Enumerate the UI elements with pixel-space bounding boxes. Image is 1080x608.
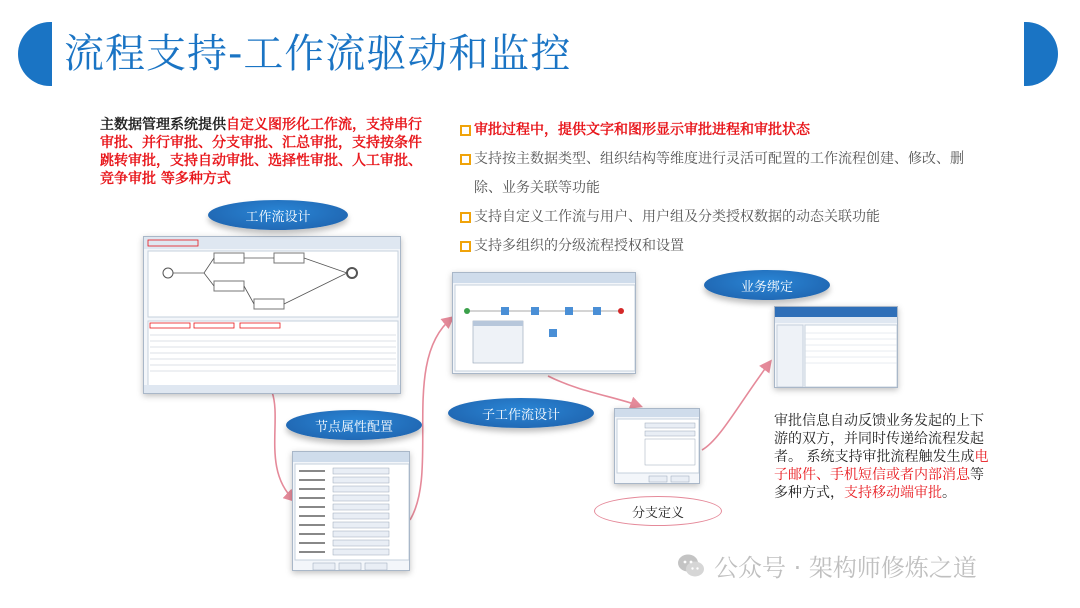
workflow-design-label: 工作流设计 — [208, 200, 348, 230]
feedback-text-6: 。 — [942, 485, 956, 501]
arrow-workflow-to-node — [272, 392, 294, 500]
left-bracket-decoration — [18, 22, 52, 86]
square-bullet-icon — [460, 212, 471, 223]
watermark — [676, 548, 977, 583]
feature-item — [460, 232, 980, 261]
feature-text: 支持按主数据类型、组织结构等维度进行灵活可配置的工作流程创建、修改、删除、业务关联等功能 — [474, 151, 964, 196]
feedback-text-4: 等多种方式， — [774, 467, 984, 501]
arrow-branch-to-binding — [702, 362, 770, 450]
feedback-text-1: 审批信息自动反馈业务发起的上下游的双方，并同时传递给流程发起者。 — [774, 413, 984, 465]
subflow-design-label: 子工作流设计 — [448, 398, 594, 428]
feature-text: 支持多组织的分级流程授权和设置 — [474, 238, 684, 254]
business-binding-screenshot — [774, 306, 898, 388]
feedback-text-3: 电子邮件、手机短信或者内部消息 — [774, 449, 989, 483]
wechat-icon — [676, 551, 706, 581]
workflow-design-screenshot — [143, 236, 401, 394]
feature-item — [460, 116, 980, 145]
intro-highlight: 自定义图形化工作流，支持串行审批、并行审批、分支审批、汇总审批，支持按条件跳转审批，支持自动审批、选择性审批、人工审批、竞争审批 等多种方式 — [100, 117, 422, 187]
right-bracket-decoration — [1024, 22, 1058, 86]
square-bullet-icon — [460, 241, 471, 252]
node-property-label: 节点属性配置 — [286, 410, 422, 440]
square-bullet-icon — [460, 125, 471, 136]
node-property-screenshot — [292, 451, 410, 571]
branch-definition-screenshot — [614, 408, 700, 484]
business-binding-label: 业务绑定 — [704, 270, 830, 300]
feature-item — [460, 203, 980, 232]
page-title: 流程支持-工作流驱动和监控 — [64, 31, 572, 77]
feature-item — [460, 145, 980, 203]
feedback-description — [774, 412, 994, 502]
watermark-text: 公众号 · 架构师修炼之道 — [714, 554, 977, 582]
feature-text: 审批过程中，提供文字和图形显示审批进程和审批状态 — [474, 122, 810, 138]
feedback-text-5: 支持移动端审批 — [844, 485, 942, 501]
square-bullet-icon — [460, 154, 471, 165]
feature-list — [460, 116, 980, 261]
subflow-design-screenshot — [452, 272, 636, 374]
feedback-text-2: 系统支持审批流程触发生成 — [806, 449, 975, 465]
intro-prefix: 主数据管理系统提供 — [100, 117, 226, 133]
branch-definition-label: 分支定义 — [594, 496, 722, 526]
intro-paragraph — [100, 116, 430, 188]
feature-text: 支持自定义工作流与用户、用户组及分类授权数据的动态关联功能 — [474, 209, 880, 225]
